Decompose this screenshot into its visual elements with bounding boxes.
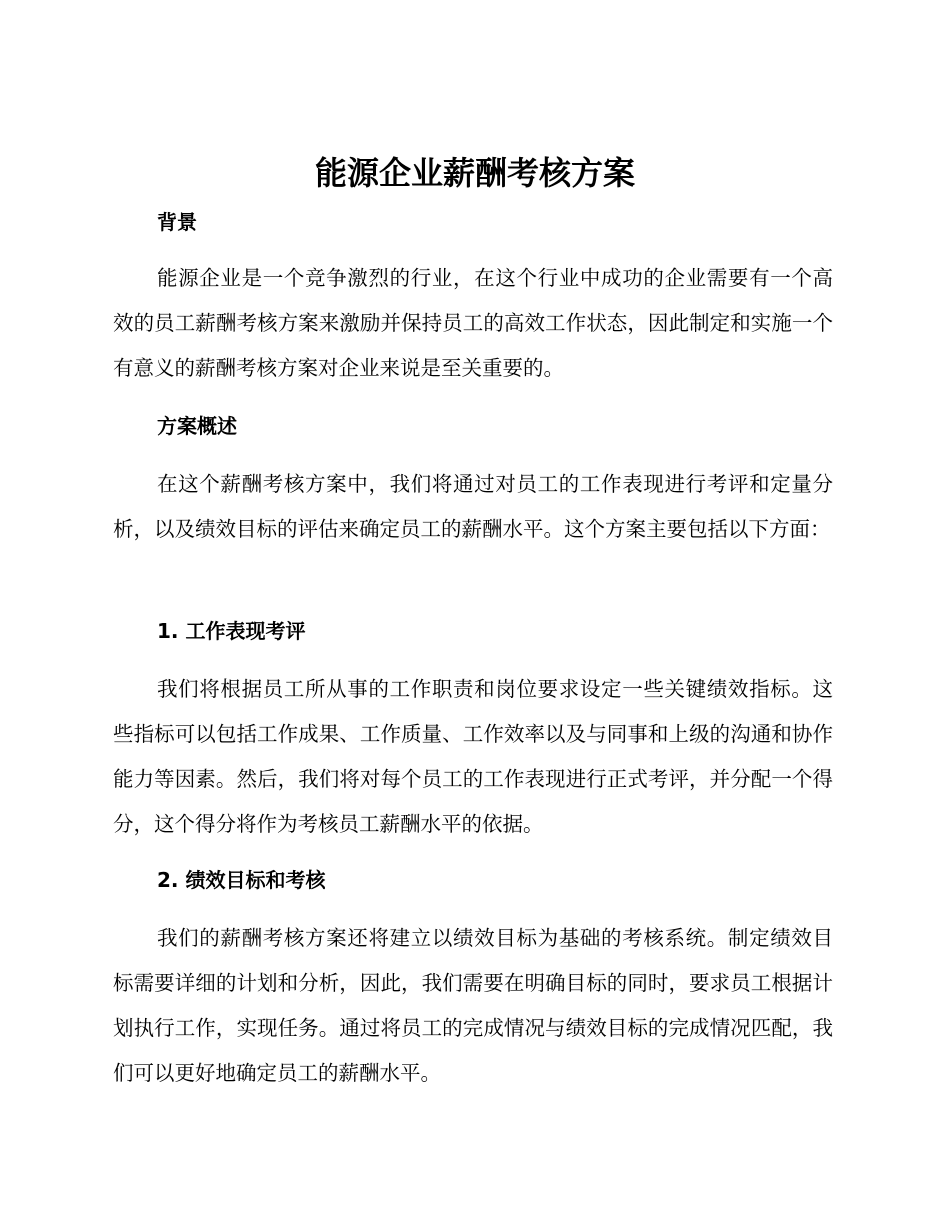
section-paragraph-overview: 在这个薪酬考核方案中，我们将通过对员工的工作表现进行考评和定量分析，以及绩效目标的评估来确定员工的薪酬水平。这个方案主要包括以下方面： xyxy=(113,472,833,541)
section-heading-background: 背景 xyxy=(157,210,197,234)
document-title: 能源企业薪酬考核方案 xyxy=(314,154,635,192)
section-paragraph-performance-review: 我们将根据员工所从事的工作职责和岗位要求设定一些关键绩效指标。这些指标可以包括工作成果、工作质量、工作效率以及与同事和上级的沟通和协作能力等因素。然后，我们将对每个员工的工作表现进行正式考评，并分配一个得分，这个得分将作为考核员工薪酬水平的依据。 xyxy=(113,677,833,836)
section-heading-performance-goals: 2. 绩效目标和考核 xyxy=(157,868,326,892)
section-heading-performance-review: 1. 工作表现考评 xyxy=(157,619,306,643)
section-paragraph-background: 能源企业是一个竞争激烈的行业，在这个行业中成功的企业需要有一个高效的员工薪酬考核方案来激励并保持员工的高效工作状态，因此制定和实施一个有意义的薪酬考核方案对企业来说是至关重要的。 xyxy=(113,266,833,380)
section-paragraph-performance-goals: 我们的薪酬考核方案还将建立以绩效目标为基础的考核系统。制定绩效目标需要详细的计划和分析，因此，我们需要在明确目标的同时，要求员工根据计划执行工作，实现任务。通过将员工的完成情况与绩效目标的完成情况匹配，我们可以更好地确定员工的薪酬水平。 xyxy=(113,926,833,1085)
section-heading-overview: 方案概述 xyxy=(157,414,237,438)
